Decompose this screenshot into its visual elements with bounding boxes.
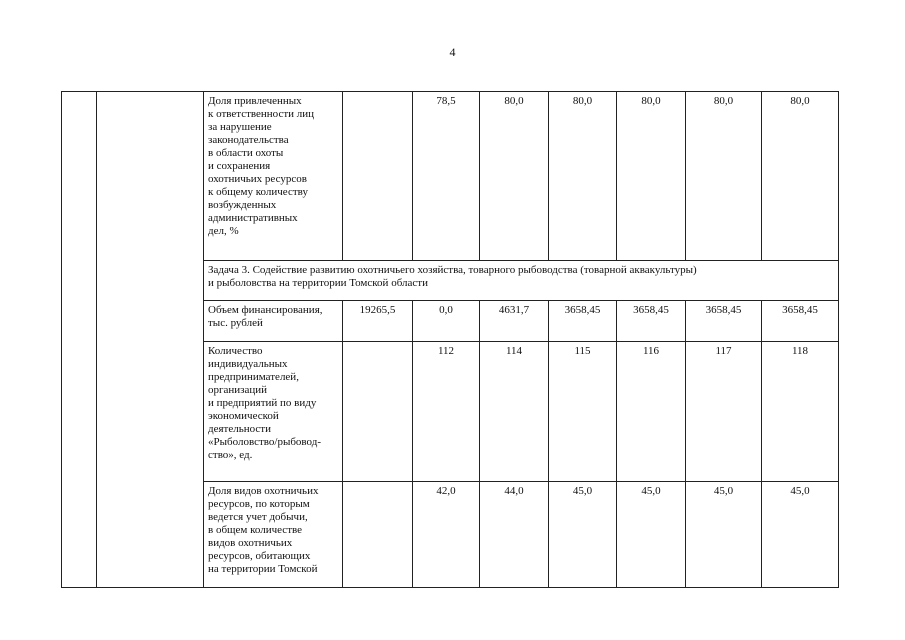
indicator-label: Доля видов охотничьих ресурсов, по которым ведется учет добычи, в общем количестве видов охотничьих ресурсов, обитающих на территории Томской — [204, 482, 343, 588]
value-cell: 45,0 — [549, 482, 617, 588]
value-cell: 80,0 — [686, 92, 762, 261]
value-cell: 45,0 — [686, 482, 762, 588]
indicator-label: Доля привлеченных к ответственности лиц за нарушение законодательства в области охоты и сохранения охотничьих ресурсов к общему количеству возбужденных административных дел, % — [204, 92, 343, 261]
value-cell: 118 — [762, 342, 839, 482]
value-cell: 114 — [480, 342, 549, 482]
value-cell: 78,5 — [413, 92, 480, 261]
value-cell: 112 — [413, 342, 480, 482]
indicator-label: Количество индивидуальных предпринимателей, организаций и предприятий по виду экономической деятельности «Рыболовство/рыбовод- ство», ед. — [204, 342, 343, 482]
value-cell: 44,0 — [480, 482, 549, 588]
value-cell: 3658,45 — [549, 301, 617, 342]
page-number: 4 — [449, 45, 456, 59]
value-cell: 3658,45 — [617, 301, 686, 342]
empty-cell-col2 — [97, 92, 204, 588]
indicator-label: Объем финансирования, тыс. рублей — [204, 301, 343, 342]
value-cell: 19265,5 — [343, 301, 413, 342]
value-cell — [343, 92, 413, 261]
task-heading: Задача 3. Содействие развитию охотничьего хозяйства, товарного рыбоводства (товарной аквакультуры) и рыболовства на территории Томской области — [204, 261, 839, 301]
value-cell: 3658,45 — [762, 301, 839, 342]
value-cell: 4631,7 — [480, 301, 549, 342]
value-cell: 45,0 — [617, 482, 686, 588]
value-cell — [343, 342, 413, 482]
value-cell: 80,0 — [762, 92, 839, 261]
value-cell: 42,0 — [413, 482, 480, 588]
value-cell: 80,0 — [480, 92, 549, 261]
value-cell: 115 — [549, 342, 617, 482]
value-cell: 80,0 — [549, 92, 617, 261]
value-cell: 0,0 — [413, 301, 480, 342]
value-cell: 117 — [686, 342, 762, 482]
empty-cell-col1 — [62, 92, 97, 588]
indicators-table — [61, 91, 839, 588]
value-cell: 116 — [617, 342, 686, 482]
value-cell: 80,0 — [617, 92, 686, 261]
value-cell: 3658,45 — [686, 301, 762, 342]
value-cell — [343, 482, 413, 588]
value-cell: 45,0 — [762, 482, 839, 588]
table-row — [62, 92, 839, 261]
